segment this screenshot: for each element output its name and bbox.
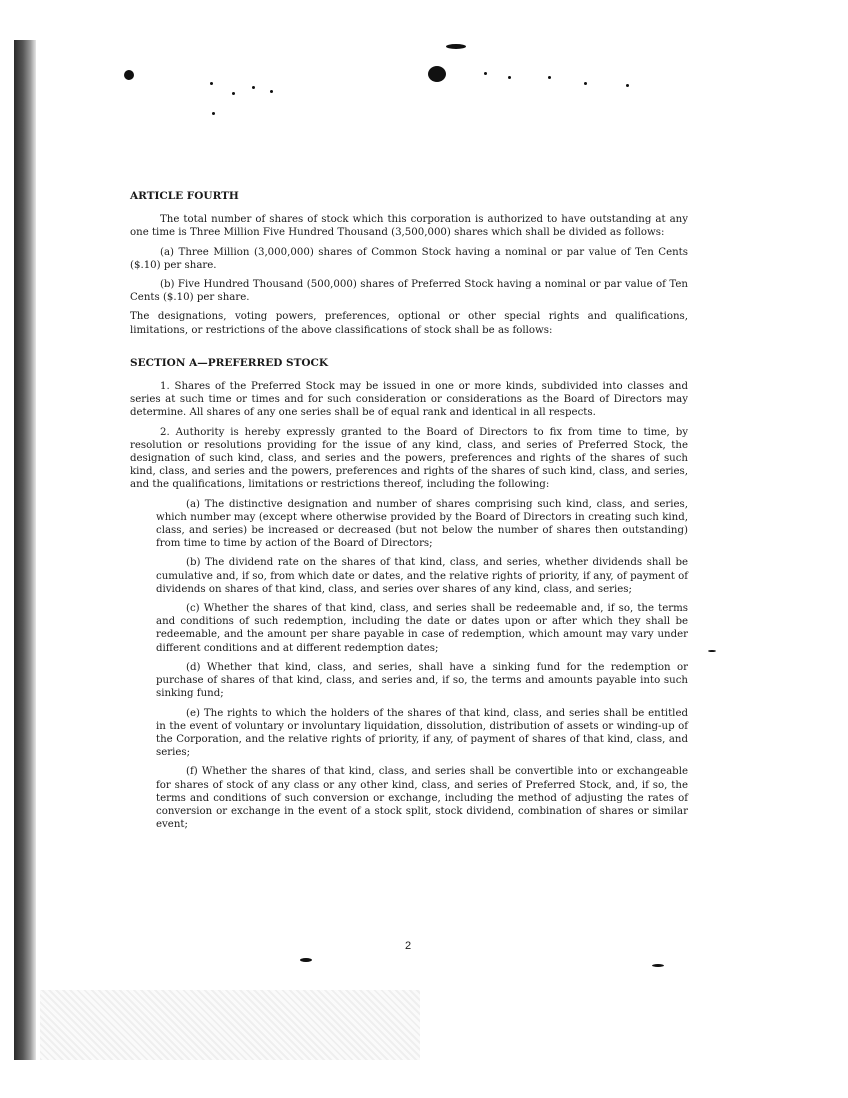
scan-speck	[210, 82, 213, 85]
scan-speck	[270, 90, 273, 93]
scan-speck	[124, 70, 134, 80]
section-paragraph-1: 1. Shares of the Preferred Stock may be issued in one or more kinds, subdivided into classes and series at such time or times and for such consideration or considerations as the Board of Directors may determine. All shares of any one series shall be of equal rank and identical in all respects.	[130, 381, 688, 419]
scan-speck	[232, 92, 235, 95]
designations-paragraph: The designations, voting powers, preferences, optional or other special rights and qualifications, limitations, or restrictions of the above classifications of stock shall be as follows:	[130, 311, 688, 336]
document-body	[130, 190, 688, 837]
scan-speck	[212, 112, 215, 115]
scan-speck	[484, 72, 487, 75]
scan-speck	[252, 86, 255, 89]
clause-c: (c) Whether the shares of that kind, class, and series shall be redeemable and, if so, the terms and conditions of such redemption, including the date or dates upon or after which they shall be redeemable, and the amount per share payable in case of redemption, which amount may vary under different conditions and at different redemption dates;	[156, 603, 688, 654]
clause-a: (a) The distinctive designation and number of shares comprising such kind, class, and series, which number may (except where otherwise provided by the Board of Directors in creating such kind, class, and series) be increased or decreased (but not below the number of shares then outstanding) from time to time by action of the Board of Directors;	[156, 498, 688, 550]
section-heading: SECTION A—PREFERRED STOCK	[130, 356, 329, 369]
intro-paragraph: The total number of shares of stock which this corporation is authorized to have outstanding at any one time is Three Million Five Hundred Thousand (3,500,000) shares which shall be divided as follows:	[130, 214, 688, 239]
scan-speck	[548, 76, 551, 79]
scanned-binding-edge	[14, 40, 36, 1060]
clause-f: (f) Whether the shares of that kind, class, and series shall be convertible into or exchangeable for shares of stock of any class or any other kind, class, and series of Preferred Stock, and, if so, the terms and conditions of such conversion or exchange, including the method of adjusting the rates of conversion or exchange in the event of a stock split, stock dividend, combination of shares or similar event;	[156, 766, 688, 831]
scan-speck	[508, 76, 511, 79]
spacer	[130, 343, 688, 357]
common-stock-paragraph: (a) Three Million (3,000,000) shares of Common Stock having a nominal or par value of Ten Cents ($.10) per share.	[130, 246, 688, 271]
scan-speck	[652, 964, 664, 967]
scan-speck	[708, 650, 716, 652]
scan-noise	[40, 990, 420, 1060]
scan-speck	[428, 66, 446, 82]
page-number: 2	[405, 940, 412, 952]
clause-b: (b) The dividend rate on the shares of that kind, class, and series, whether dividends shall be cumulative and, if so, from which date or dates, and the relative rights of priority, if any, of payment of dividends on shares of that kind, class, and series over shares of any kind, class, and series;	[156, 557, 688, 595]
clause-e: (e) The rights to which the holders of the shares of that kind, class, and series shall be entitled in the event of voluntary or involuntary liquidation, dissolution, distribution of assets or winding-up of the Corporation, and the relative rights of priority, if any, of payment of shares of that kind, class, and series;	[156, 707, 688, 759]
article-heading: ARTICLE FOURTH	[130, 190, 239, 202]
clause-d: (d) Whether that kind, class, and series, shall have a sinking fund for the redemption or purchase of shares of that kind, class, and series and, if so, the terms and amounts payable into such sinking fund;	[156, 661, 688, 700]
scan-speck	[584, 82, 587, 85]
section-paragraph-2: 2. Authority is hereby expressly granted to the Board of Directors to fix from time to time, by resolution or resolutions providing for the issue of any kind, class, and series of Preferred Stock, the designation of such kind, class, and series and the powers, preferences and rights of the shares of such kind, class, and series and the powers, preferences and rights of the shares of such kind, class, and series, and the qualifications, limitations or restrictions thereof, including the following:	[130, 426, 688, 491]
scan-speck	[300, 958, 312, 962]
preferred-stock-paragraph: (b) Five Hundred Thousand (500,000) shares of Preferred Stock having a nominal or par value of Ten Cents ($.10) per share.	[130, 279, 688, 304]
scan-speck	[626, 84, 629, 87]
scan-speck	[446, 44, 466, 49]
